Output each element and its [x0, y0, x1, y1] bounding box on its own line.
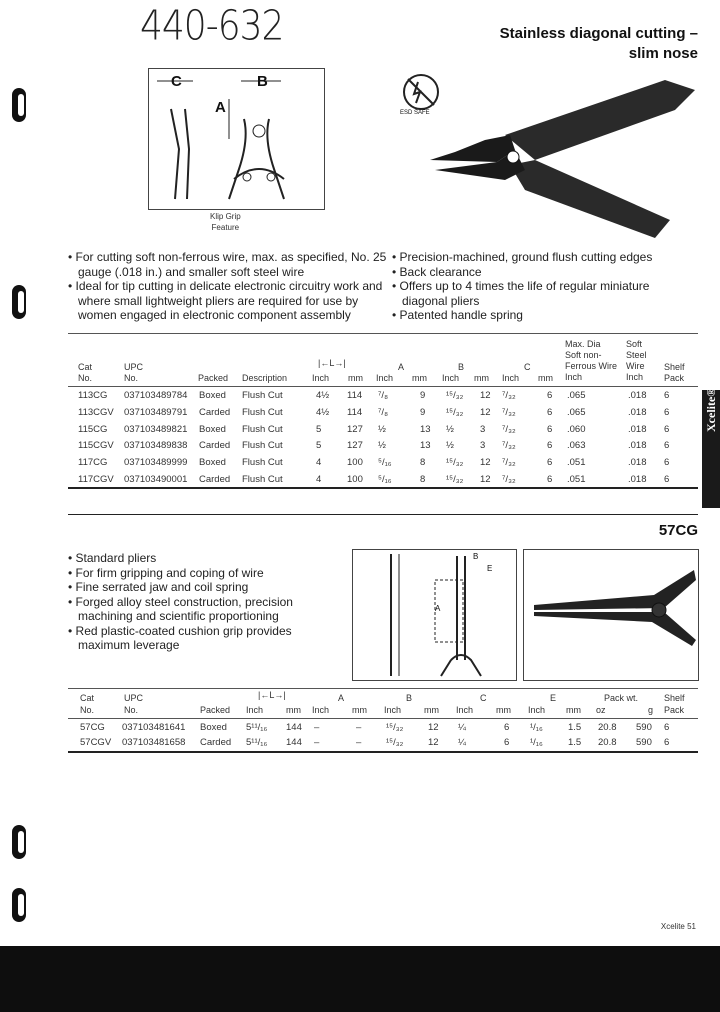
table2-header-rule	[68, 718, 698, 719]
t2-col-b-mm: mm	[424, 705, 439, 715]
bottom-dark-band	[0, 946, 720, 1012]
table-cell: 6	[664, 722, 670, 733]
table-cell: ¹/₁₆	[530, 722, 543, 733]
col-upc-1: UPC	[124, 362, 144, 372]
table-cell: 114	[347, 406, 363, 418]
table-cell: Carded	[199, 440, 231, 452]
table-cell: ⁵/₁₆	[378, 457, 392, 469]
table-cell: 20.8	[598, 736, 617, 748]
table-cell: ⁵/₁₆	[378, 474, 392, 485]
pliers-label-a: A	[435, 604, 441, 613]
col-max-dia-line2: Soft non-	[565, 350, 602, 360]
table-cell: 6	[664, 423, 670, 435]
table-cell: 037103489784	[124, 390, 188, 401]
table-cell: ⁷/₃₂	[502, 474, 516, 485]
col-c-mm: mm	[538, 373, 553, 383]
col-length-mm: mm	[348, 373, 363, 383]
feature-item: • Ideal for tip cutting in delicate electronic circuitry work and where small lightweight pliers are required for use by women engaged in electronic component assembly	[68, 279, 383, 322]
table-cell: 037103481658	[122, 736, 186, 748]
binder-hole-4	[12, 888, 26, 922]
t2-col-length-symbol: |←L→|	[258, 690, 286, 700]
table-cell: .018	[628, 423, 647, 435]
col-c: C	[524, 362, 531, 372]
table-cell: ¹/₁₆	[530, 736, 543, 748]
col-soft-steel-line3: Wire	[626, 361, 645, 371]
table-cell: .018	[628, 457, 647, 469]
table-cell: 144	[286, 736, 302, 748]
table-cell: 5	[316, 423, 322, 435]
table-cell: .018	[628, 390, 647, 401]
feature-item: • Standard pliers	[68, 551, 157, 565]
diagonal-cutter-image	[425, 70, 705, 240]
table-cell: ¼	[458, 722, 466, 733]
table-cell: 12	[428, 736, 439, 748]
table-cell: 037103490001	[124, 474, 188, 485]
table-cell: 115CG	[78, 423, 108, 435]
feature-item: • For cutting soft non-ferrous wire, max. as specified, No. 25 gauge (.018 in.) and smaller soft steel wire	[68, 250, 387, 279]
t2-col-length-inch: Inch	[246, 705, 264, 715]
caption-line-1: Klip Grip	[210, 212, 241, 221]
table-cell: 4	[316, 474, 322, 485]
table-cell: 037103489821	[124, 423, 188, 435]
col-a-mm: mm	[412, 373, 427, 383]
table-cell: 57CGV	[80, 736, 112, 748]
table-cell: .018	[628, 474, 647, 485]
table-cell: 4½	[316, 406, 330, 418]
col-shelf-1: Shelf	[664, 362, 685, 372]
col-shelf-2: Pack	[664, 373, 685, 383]
table-cell: 6	[664, 457, 670, 469]
t2-col-shelf-2: Pack	[664, 705, 685, 715]
col-cat-2: No.	[78, 373, 93, 383]
binder-hole-3	[12, 825, 26, 859]
handwritten-part-number: 440-632	[140, 2, 284, 51]
binder-hole-2	[12, 285, 26, 319]
feature-item: • Back clearance	[392, 264, 482, 279]
table-cell: 6	[547, 423, 553, 435]
col-a-inch: Inch	[376, 373, 394, 383]
table-cell: ⁷/₃₂	[502, 406, 516, 418]
table-cell: .065	[567, 406, 586, 418]
table-cell: 117CGV	[78, 474, 114, 485]
t2-col-upc-1: UPC	[124, 693, 144, 703]
t2-col-a-mm: mm	[352, 705, 367, 715]
table-cell: –	[356, 722, 362, 733]
col-packed: Packed	[198, 373, 229, 383]
diagonal-cutter-photo	[425, 70, 705, 240]
col-a: A	[398, 362, 405, 372]
table-cell: 117CG	[78, 457, 108, 469]
table-cell: 9	[420, 406, 426, 418]
col-cat-1: Cat	[78, 362, 93, 372]
table-cell: 13	[420, 440, 431, 452]
feature-item: • Red plastic-coated cushion grip provides maximum leverage	[68, 623, 292, 652]
table-cell: Flush Cut	[242, 423, 283, 435]
col-length-inch: Inch	[312, 373, 330, 383]
table-cell: .018	[628, 440, 647, 452]
table-cell: Carded	[200, 736, 232, 748]
table-cell: ½	[446, 423, 454, 435]
pliers-photo	[523, 549, 699, 681]
table-cell: 115CGV	[78, 440, 114, 452]
table-cell: 8	[420, 457, 426, 469]
table-cell: ½	[378, 423, 386, 435]
t2-col-shelf-1: Shelf	[664, 693, 685, 703]
table-cell: Flush Cut	[242, 406, 283, 418]
table-cell: 6	[504, 736, 510, 748]
table-cell: ⁷/₃₂	[502, 423, 516, 435]
table-cell: 12	[480, 457, 491, 469]
section2-top-rule	[68, 514, 698, 515]
caption-line-2: Feature	[211, 223, 240, 232]
table-cell: ⁷/₈	[378, 406, 389, 418]
table-cell: Flush Cut	[242, 440, 283, 452]
t2-col-b-inch: Inch	[384, 705, 402, 715]
t2-col-cat-2: No.	[80, 705, 95, 715]
t2-col-e-mm: mm	[566, 705, 581, 715]
table-cell: Flush Cut	[242, 457, 283, 469]
table-cell: 6	[547, 474, 553, 485]
table-cell: 6	[664, 474, 670, 485]
table-cell: Carded	[199, 474, 231, 485]
t2-col-c-inch: Inch	[456, 705, 474, 715]
table-cell: –	[356, 736, 362, 748]
t2-col-pack-wt-oz: oz	[596, 705, 606, 715]
table-cell: 037103489791	[124, 406, 188, 418]
table-cell: Boxed	[199, 423, 226, 435]
table-cell: ½	[446, 440, 454, 452]
table-cell: 037103481641	[122, 722, 186, 733]
table-cell: 6	[547, 390, 553, 401]
t2-col-b: B	[406, 693, 413, 703]
col-length-symbol: |←L→|	[318, 358, 346, 368]
table-cell: 3	[480, 440, 486, 452]
table-cell: ⁷/₃₂	[502, 390, 516, 401]
feature-item: • Precision-machined, ground flush cutting edges	[392, 250, 653, 264]
table-cell: 5¹¹/₁₆	[246, 722, 268, 733]
title-line-2: slim nose	[628, 45, 698, 62]
table-cell: ¹⁵/₃₂	[446, 390, 464, 401]
table-cell: 4½	[316, 390, 330, 401]
table-cell: 590	[636, 722, 652, 733]
col-c-inch: Inch	[502, 373, 520, 383]
table-cell: Flush Cut	[242, 474, 283, 485]
t2-col-e: E	[550, 693, 557, 703]
t2-col-upc-2: No.	[124, 705, 139, 715]
feature-item: • Forged alloy steel construction, precision machining and scientific proportioning	[68, 594, 293, 623]
table-cell: ¼	[458, 736, 466, 748]
table-cell: ⁷/₈	[378, 390, 389, 401]
table-cell: 5¹¹/₁₆	[246, 736, 268, 748]
col-soft-steel-line2: Steel	[626, 350, 647, 360]
pliers-label-b: B	[473, 552, 479, 561]
table-cell: Boxed	[200, 722, 227, 733]
t2-col-a-inch: Inch	[312, 705, 330, 715]
table-cell: 57CG	[80, 722, 105, 733]
table-cell: Boxed	[199, 457, 226, 469]
table-cell: 6	[547, 440, 553, 452]
table-cell: 12	[428, 722, 439, 733]
page-title	[500, 24, 698, 64]
cutter-dimension-diagram	[148, 68, 325, 210]
table-cell: 3	[480, 423, 486, 435]
col-b-inch: Inch	[442, 373, 460, 383]
table-cell: –	[314, 736, 320, 748]
table1-bottom-rule	[68, 487, 698, 489]
table-cell: .060	[567, 423, 586, 435]
table-cell: 4	[316, 457, 322, 469]
table-cell: 100	[347, 457, 363, 469]
table-cell: Carded	[199, 406, 231, 418]
table-cell: Flush Cut	[242, 390, 283, 401]
table-cell: .065	[567, 390, 586, 401]
col-description: Description	[242, 373, 288, 383]
feature-item: • Patented handle spring	[392, 308, 523, 322]
table-cell: ⁷/₃₂	[502, 440, 516, 452]
col-soft-steel	[626, 339, 647, 383]
diagram-label-b: B	[257, 73, 268, 90]
table-cell: 6	[547, 406, 553, 418]
section2-code: 57CG	[658, 522, 698, 539]
cutter-diagram-drawing	[149, 69, 324, 209]
brand-side-tab	[702, 387, 720, 508]
table-cell: ¹⁵/₃₂	[386, 722, 404, 733]
t2-col-pack-wt-g: g	[648, 705, 654, 715]
feature-item: • For firm gripping and coping of wire	[68, 565, 264, 580]
t2-col-pack-wt: Pack wt.	[604, 693, 639, 703]
brand-side-tab-label: Xcelite®	[704, 387, 718, 432]
table-cell: 144	[286, 722, 302, 733]
col-b-mm: mm	[474, 373, 489, 383]
table-cell: 6	[547, 457, 553, 469]
needle-nose-pliers-image	[524, 550, 698, 680]
col-max-dia-line4: Inch	[565, 372, 583, 382]
table-cell: 113CGV	[78, 406, 114, 418]
table-cell: ¹⁵/₃₂	[386, 736, 404, 748]
features-list-left	[68, 250, 388, 323]
table-cell: 6	[664, 390, 670, 401]
table-cell: 6	[664, 440, 670, 452]
feature-item: • Fine serrated jaw and coil spring	[68, 580, 249, 594]
col-b: B	[458, 362, 465, 372]
table-cell: 590	[636, 736, 652, 748]
table-cell: 6	[504, 722, 510, 733]
table2-top-rule	[68, 688, 698, 689]
table-cell: –	[314, 722, 320, 733]
table-cell: 127	[347, 423, 363, 435]
table-cell: ¹⁵/₃₂	[446, 474, 464, 485]
table-cell: 127	[347, 440, 363, 452]
table-cell: .051	[567, 457, 586, 469]
table-cell: ¹⁵/₃₂	[446, 457, 464, 469]
table-cell: 9	[420, 390, 426, 401]
table-cell: 20.8	[598, 722, 617, 733]
t2-col-length-mm: mm	[286, 705, 301, 715]
table-cell: 12	[480, 406, 491, 418]
table-cell: 6	[664, 736, 670, 748]
col-upc-2: No.	[124, 373, 139, 383]
table-cell: 114	[347, 390, 363, 401]
table1-top-rule	[68, 333, 698, 334]
page-footer-label: Xcelite 51	[660, 922, 696, 931]
table-cell: ⁷/₃₂	[502, 457, 516, 469]
table-cell: 037103489999	[124, 457, 188, 469]
t2-col-packed: Packed	[200, 705, 231, 715]
diagram-caption	[210, 211, 241, 233]
table1-header-rule	[68, 386, 698, 387]
table-cell: 1.5	[568, 722, 582, 733]
table-cell: 1.5	[568, 736, 582, 748]
table-cell: 12	[480, 474, 491, 485]
table-cell: Boxed	[199, 390, 226, 401]
section2-features-list	[68, 551, 328, 653]
table-cell: 100	[347, 474, 363, 485]
features-list-right	[392, 250, 682, 323]
table-cell: 6	[664, 406, 670, 418]
col-max-dia-line3: Ferrous Wire	[565, 361, 618, 371]
t2-col-c: C	[480, 693, 487, 703]
table-cell: 113CG	[78, 390, 108, 401]
table2-bottom-rule	[68, 751, 698, 753]
table-cell: 037103489838	[124, 440, 188, 452]
table-cell: 5	[316, 440, 322, 452]
table-cell: .051	[567, 474, 586, 485]
binder-hole-1	[12, 88, 26, 122]
pliers-dimension-diagram	[352, 549, 517, 681]
col-max-dia	[565, 339, 617, 383]
t2-col-c-mm: mm	[496, 705, 511, 715]
table-cell: .063	[567, 440, 586, 452]
col-max-dia-line1: Max. Dia	[565, 339, 601, 349]
table-cell: 8	[420, 474, 426, 485]
col-soft-steel-line4: Inch	[626, 372, 644, 382]
table-cell: ¹⁵/₃₂	[446, 406, 464, 418]
t2-col-e-inch: Inch	[528, 705, 546, 715]
title-line-1: Stainless diagonal cutting –	[499, 25, 698, 42]
table-cell: 13	[420, 423, 431, 435]
pliers-label-e: E	[487, 564, 493, 573]
t2-col-a: A	[338, 693, 345, 703]
table-cell: ½	[378, 440, 386, 452]
diagram-label-a: A	[215, 99, 226, 116]
table-cell: 12	[480, 390, 491, 401]
esd-safe-label: ESD SAFE	[400, 110, 430, 116]
feature-item: • Offers up to 4 times the life of regular miniature diagonal pliers	[392, 279, 650, 308]
diagram-label-c: C	[171, 73, 182, 90]
t2-col-cat-1: Cat	[80, 693, 95, 703]
col-soft-steel-line1: Soft	[626, 339, 643, 349]
table-cell: .018	[628, 406, 647, 418]
